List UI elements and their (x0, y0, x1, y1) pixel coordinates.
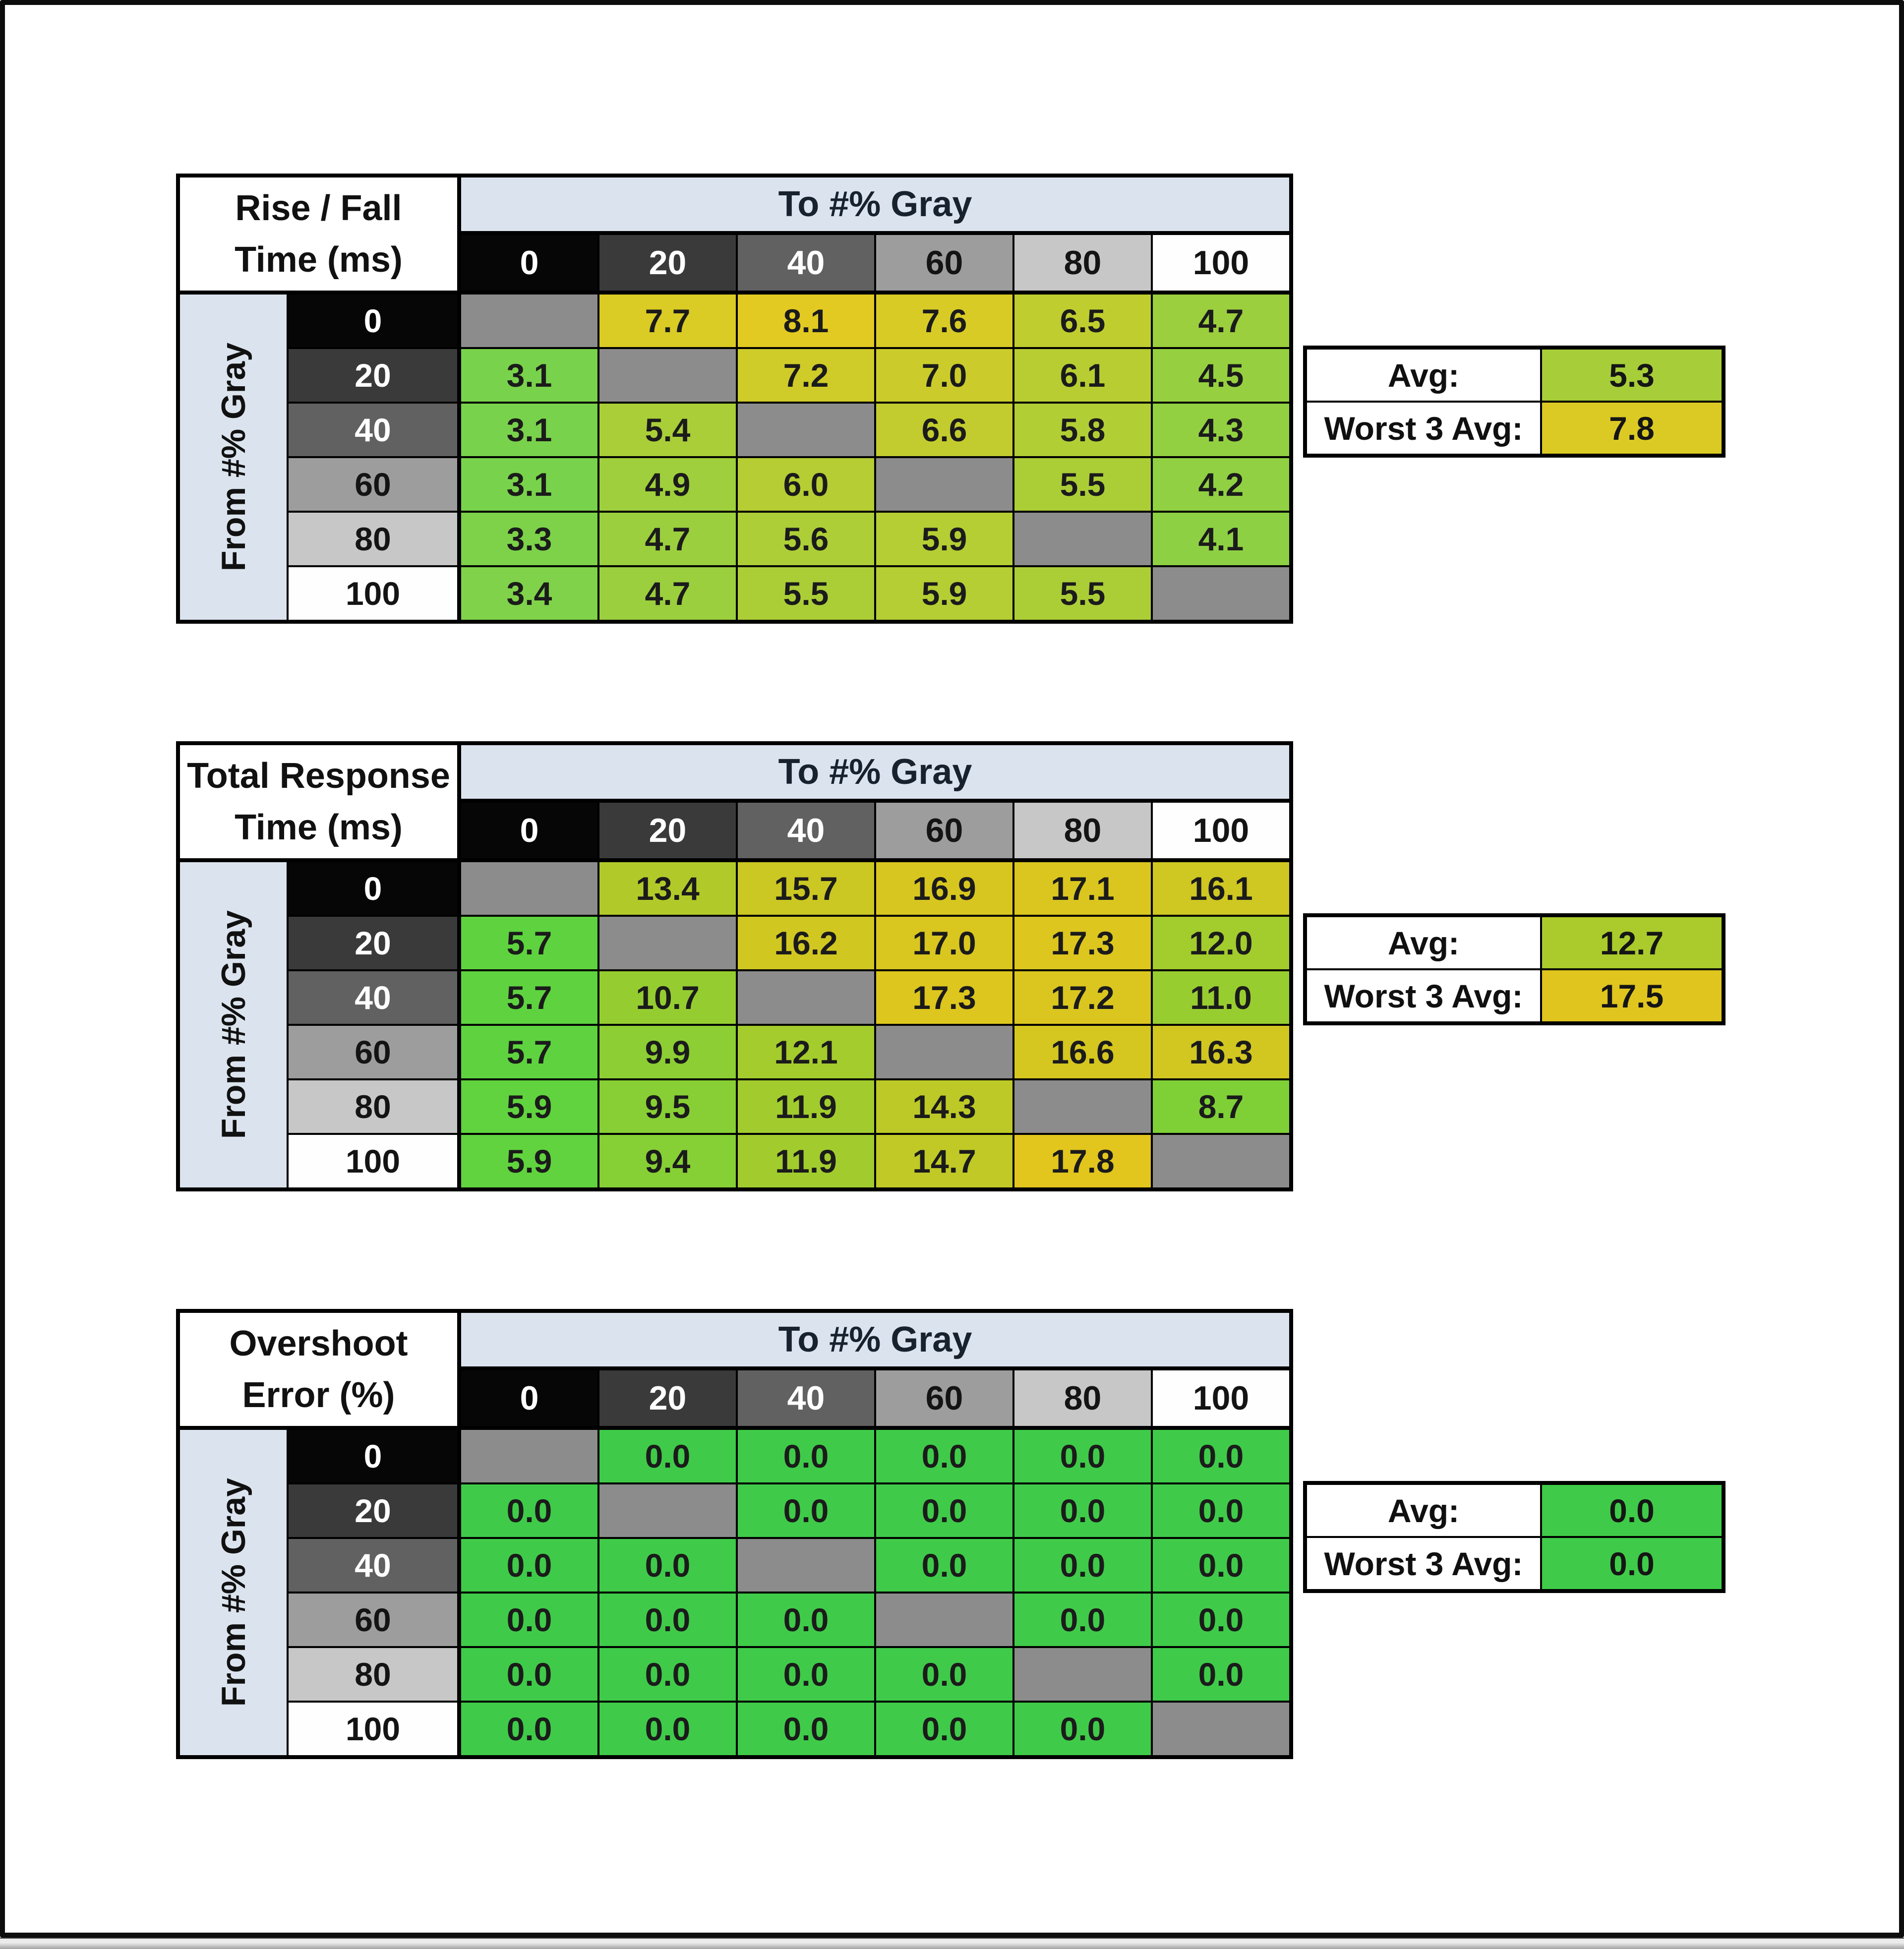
cell-from80-to40: 11.9 (738, 1080, 874, 1133)
cell-from0-to20: 0.0 (599, 1430, 736, 1482)
col-header-0: 0 (461, 235, 597, 293)
col-header-100: 100 (1153, 235, 1289, 293)
cell-from40-to60: 6.6 (876, 404, 1012, 456)
cell-from20-to0: 0.0 (461, 1484, 597, 1537)
col-header-20: 20 (599, 1370, 736, 1428)
cell-from100-to40: 0.0 (738, 1703, 874, 1755)
cell-from100-to0: 5.9 (461, 1135, 597, 1187)
worst3-avg-label: Worst 3 Avg: (1307, 970, 1540, 1021)
cell-from20-to40: 7.2 (738, 349, 874, 402)
cell-from40-to60: 17.3 (876, 971, 1012, 1024)
row-header-100: 100 (289, 567, 459, 620)
cell-from0-to80: 17.1 (1014, 862, 1151, 915)
col-header-100: 100 (1153, 1370, 1289, 1428)
cell-from80-to100: 8.7 (1153, 1080, 1289, 1133)
cell-from100-to80: 5.5 (1014, 567, 1151, 620)
cell-from100-to80: 17.8 (1014, 1135, 1151, 1187)
avg-label: Avg: (1307, 350, 1540, 401)
row-axis-label (180, 295, 287, 620)
cell-from0-to60: 16.9 (876, 862, 1012, 915)
table-title-line1: Total Response (187, 756, 450, 796)
cell-from100-to60: 5.9 (876, 567, 1012, 620)
cell-from60-to20: 4.9 (599, 458, 736, 511)
diagonal-cell (738, 404, 874, 456)
cell-from40-to60: 0.0 (876, 1539, 1012, 1592)
diagonal-cell (461, 1430, 597, 1482)
cell-from80-to60: 14.3 (876, 1080, 1012, 1133)
cell-from100-to40: 5.5 (738, 567, 874, 620)
col-axis-label: To #% Gray (461, 177, 1289, 233)
row-header-60: 60 (289, 1594, 459, 1646)
cell-from0-to40: 0.0 (738, 1430, 874, 1482)
row-axis-label (180, 1430, 287, 1755)
table-title-line2: Error (%) (242, 1375, 395, 1415)
row-header-60: 60 (289, 458, 459, 511)
cell-from40-to0: 5.7 (461, 971, 597, 1024)
cell-from40-to20: 5.4 (599, 404, 736, 456)
cell-from40-to100: 11.0 (1153, 971, 1289, 1024)
cell-from60-to80: 5.5 (1014, 458, 1151, 511)
diagonal-cell (1014, 513, 1151, 565)
diagonal-cell (876, 458, 1012, 511)
cell-from40-to100: 4.3 (1153, 404, 1289, 456)
cell-from0-to40: 15.7 (738, 862, 874, 915)
diagonal-cell (876, 1026, 1012, 1078)
cell-from20-to0: 5.7 (461, 917, 597, 969)
cell-from100-to40: 11.9 (738, 1135, 874, 1187)
col-axis-label: To #% Gray (461, 1313, 1289, 1368)
col-header-40: 40 (738, 235, 874, 293)
cell-from80-to60: 0.0 (876, 1648, 1012, 1701)
worst3-avg-label: Worst 3 Avg: (1307, 1538, 1540, 1589)
row-header-40: 40 (289, 1539, 459, 1592)
cell-from40-to80: 5.8 (1014, 404, 1151, 456)
cell-from100-to20: 4.7 (599, 567, 736, 620)
cell-from80-to20: 4.7 (599, 513, 736, 565)
cell-from100-to60: 0.0 (876, 1703, 1012, 1755)
cell-from80-to40: 5.6 (738, 513, 874, 565)
cell-from60-to0: 5.7 (461, 1026, 597, 1078)
cell-from40-to20: 0.0 (599, 1539, 736, 1592)
cell-from20-to100: 4.5 (1153, 349, 1289, 402)
row-axis-label-text: From #% Gray (214, 910, 252, 1139)
cell-from100-to20: 9.4 (599, 1135, 736, 1187)
worst3-avg-value: 7.8 (1542, 403, 1722, 454)
col-header-80: 80 (1014, 235, 1151, 293)
table-title-line2: Time (ms) (235, 808, 403, 847)
cell-from60-to100: 0.0 (1153, 1594, 1289, 1646)
cell-from20-to60: 17.0 (876, 917, 1012, 969)
col-header-100: 100 (1153, 803, 1289, 860)
table-title (180, 177, 459, 293)
cell-from0-to60: 7.6 (876, 295, 1012, 347)
cell-from20-to60: 7.0 (876, 349, 1012, 402)
col-header-0: 0 (461, 1370, 597, 1428)
worst3-avg-value: 17.5 (1542, 970, 1722, 1021)
cell-from40-to0: 3.1 (461, 404, 597, 456)
col-header-60: 60 (876, 1370, 1012, 1428)
row-axis-label (180, 862, 287, 1187)
cell-from80-to0: 5.9 (461, 1080, 597, 1133)
cell-from20-to40: 16.2 (738, 917, 874, 969)
cell-from20-to80: 6.1 (1014, 349, 1151, 402)
cell-from0-to100: 4.7 (1153, 295, 1289, 347)
row-header-40: 40 (289, 404, 459, 456)
cell-from0-to80: 0.0 (1014, 1430, 1151, 1482)
cell-from20-to80: 0.0 (1014, 1484, 1151, 1537)
cell-from20-to40: 0.0 (738, 1484, 874, 1537)
avg-label: Avg: (1307, 1485, 1540, 1536)
cell-from20-to100: 0.0 (1153, 1484, 1289, 1537)
col-header-80: 80 (1014, 1370, 1151, 1428)
cell-from40-to20: 10.7 (599, 971, 736, 1024)
table-rise-fall-time (176, 174, 1293, 624)
avg-value: 0.0 (1542, 1485, 1722, 1536)
row-header-20: 20 (289, 349, 459, 402)
row-header-60: 60 (289, 1026, 459, 1078)
diagonal-cell (1153, 567, 1289, 620)
col-header-40: 40 (738, 803, 874, 860)
col-header-60: 60 (876, 803, 1012, 860)
diagonal-cell (738, 971, 874, 1024)
diagonal-cell (876, 1594, 1012, 1646)
table-overshoot-error (176, 1309, 1293, 1759)
row-header-0: 0 (289, 295, 459, 347)
cell-from60-to80: 16.6 (1014, 1026, 1151, 1078)
cell-from0-to100: 0.0 (1153, 1430, 1289, 1482)
cell-from40-to80: 17.2 (1014, 971, 1151, 1024)
cell-from80-to0: 3.3 (461, 513, 597, 565)
col-header-80: 80 (1014, 803, 1151, 860)
col-header-0: 0 (461, 803, 597, 860)
cell-from0-to60: 0.0 (876, 1430, 1012, 1482)
cell-from60-to20: 9.9 (599, 1026, 736, 1078)
diagonal-cell (599, 917, 736, 969)
cell-from20-to60: 0.0 (876, 1484, 1012, 1537)
cell-from100-to0: 0.0 (461, 1703, 597, 1755)
cell-from0-to40: 8.1 (738, 295, 874, 347)
cell-from40-to0: 0.0 (461, 1539, 597, 1592)
row-axis-label-text: From #% Gray (214, 343, 252, 572)
diagonal-cell (599, 349, 736, 402)
cell-from60-to80: 0.0 (1014, 1594, 1151, 1646)
row-header-40: 40 (289, 971, 459, 1024)
row-header-20: 20 (289, 1484, 459, 1537)
summary-rise-fall-time (1303, 346, 1726, 458)
cell-from60-to0: 3.1 (461, 458, 597, 511)
cell-from80-to20: 9.5 (599, 1080, 736, 1133)
cell-from80-to40: 0.0 (738, 1648, 874, 1701)
cell-from20-to100: 12.0 (1153, 917, 1289, 969)
table-title (180, 745, 459, 860)
col-header-20: 20 (599, 803, 736, 860)
cell-from20-to80: 17.3 (1014, 917, 1151, 969)
cell-from40-to80: 0.0 (1014, 1539, 1151, 1592)
avg-value: 12.7 (1542, 917, 1722, 968)
cell-from0-to20: 7.7 (599, 295, 736, 347)
table-total-response-time (176, 741, 1293, 1191)
row-header-20: 20 (289, 917, 459, 969)
cell-from20-to0: 3.1 (461, 349, 597, 402)
cell-from60-to40: 0.0 (738, 1594, 874, 1646)
col-axis-label: To #% Gray (461, 745, 1289, 801)
row-header-100: 100 (289, 1703, 459, 1755)
cell-from80-to0: 0.0 (461, 1648, 597, 1701)
cell-from100-to20: 0.0 (599, 1703, 736, 1755)
row-header-0: 0 (289, 1430, 459, 1482)
row-header-80: 80 (289, 513, 459, 565)
cell-from40-to100: 0.0 (1153, 1539, 1289, 1592)
table-title-line1: Rise / Fall (235, 188, 402, 228)
cell-from100-to0: 3.4 (461, 567, 597, 620)
row-header-0: 0 (289, 862, 459, 915)
cell-from60-to100: 16.3 (1153, 1026, 1289, 1078)
window-bottom-edge (0, 1938, 1904, 1949)
table-title-line1: Overshoot (229, 1323, 408, 1363)
diagonal-cell (1153, 1135, 1289, 1187)
row-header-100: 100 (289, 1135, 459, 1187)
cell-from60-to40: 12.1 (738, 1026, 874, 1078)
cell-from100-to60: 14.7 (876, 1135, 1012, 1187)
cell-from60-to0: 0.0 (461, 1594, 597, 1646)
avg-value: 5.3 (1542, 350, 1722, 401)
col-header-20: 20 (599, 235, 736, 293)
diagonal-cell (461, 862, 597, 915)
avg-label: Avg: (1307, 917, 1540, 968)
table-title (180, 1313, 459, 1428)
col-header-60: 60 (876, 235, 1012, 293)
summary-overshoot-error (1303, 1481, 1726, 1593)
cell-from100-to80: 0.0 (1014, 1703, 1151, 1755)
cell-from60-to20: 0.0 (599, 1594, 736, 1646)
cell-from60-to40: 6.0 (738, 458, 874, 511)
diagonal-cell (738, 1539, 874, 1592)
diagonal-cell (599, 1484, 736, 1537)
col-header-40: 40 (738, 1370, 874, 1428)
row-axis-label-text: From #% Gray (214, 1478, 252, 1707)
row-header-80: 80 (289, 1080, 459, 1133)
diagonal-cell (461, 295, 597, 347)
cell-from80-to100: 4.1 (1153, 513, 1289, 565)
cell-from60-to100: 4.2 (1153, 458, 1289, 511)
worst3-avg-value: 0.0 (1542, 1538, 1722, 1589)
cell-from80-to20: 0.0 (599, 1648, 736, 1701)
cell-from80-to100: 0.0 (1153, 1648, 1289, 1701)
worst3-avg-label: Worst 3 Avg: (1307, 403, 1540, 454)
diagonal-cell (1014, 1648, 1151, 1701)
diagonal-cell (1014, 1080, 1151, 1133)
cell-from80-to60: 5.9 (876, 513, 1012, 565)
table-title-line2: Time (ms) (235, 240, 403, 280)
row-header-80: 80 (289, 1648, 459, 1701)
summary-total-response-time (1303, 913, 1726, 1025)
cell-from0-to80: 6.5 (1014, 295, 1151, 347)
cell-from0-to100: 16.1 (1153, 862, 1289, 915)
cell-from0-to20: 13.4 (599, 862, 736, 915)
diagonal-cell (1153, 1703, 1289, 1755)
